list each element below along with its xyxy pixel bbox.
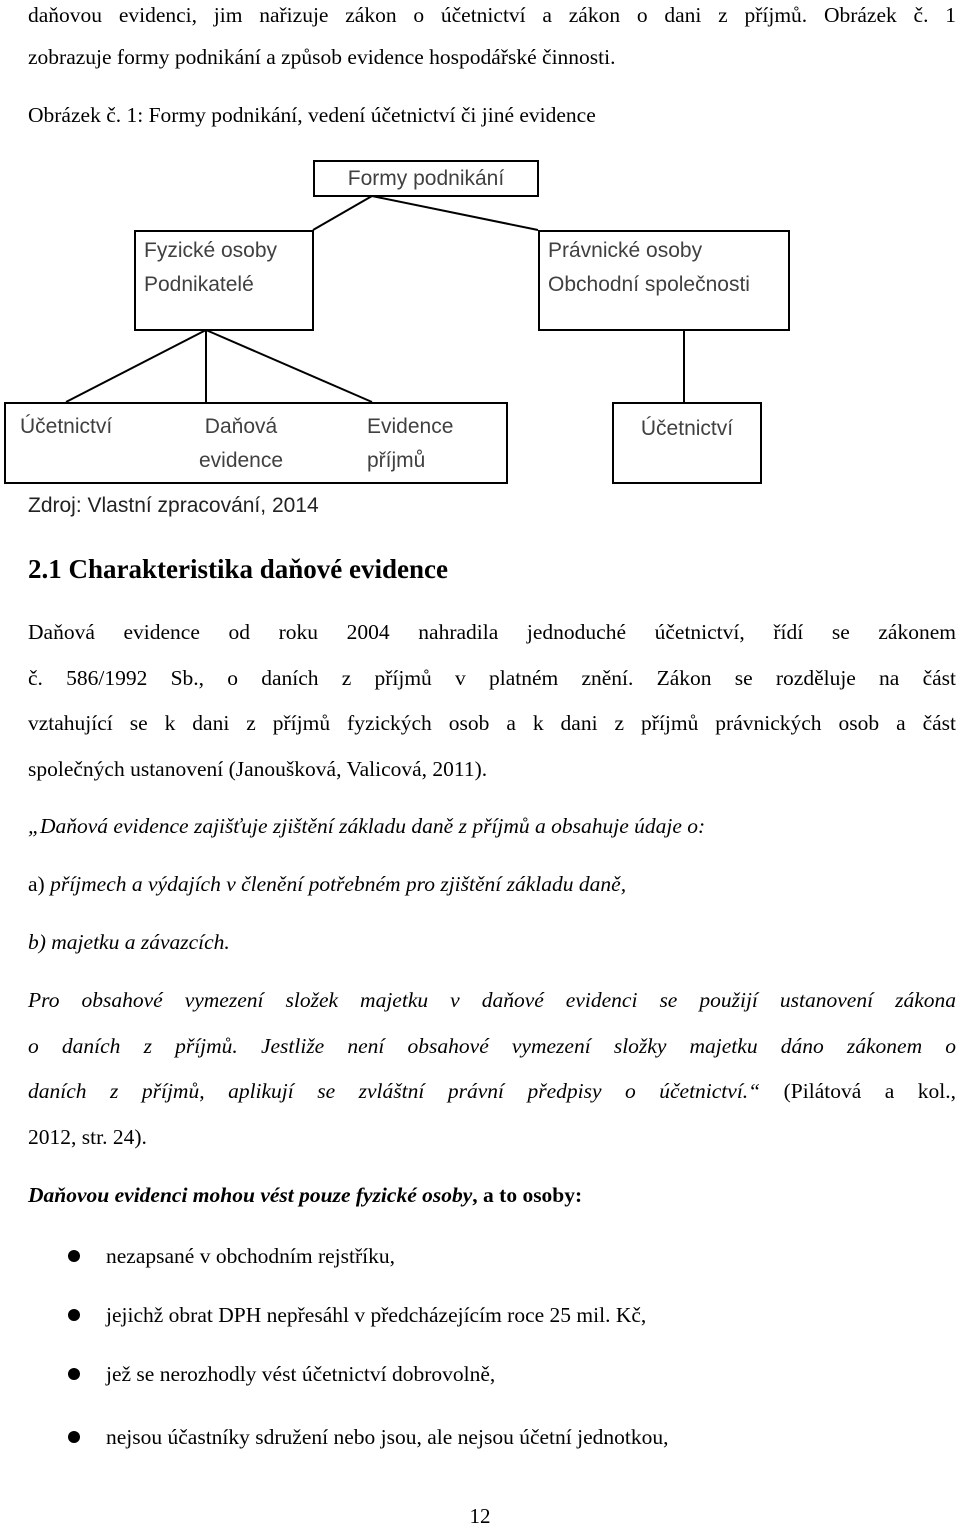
diagram-leaf-danova-line1: Daňová xyxy=(204,415,278,438)
bullet-dot-2 xyxy=(68,1309,80,1321)
paragraph-1-line-2: č. 586/1992 Sb., o daních z příjmů v platném znění. Zákon se rozděluje na část xyxy=(28,666,956,690)
diagram-pravnicke-osoby-line2: Obchodní společnosti xyxy=(548,273,750,296)
page-number: 12 xyxy=(469,1504,491,1528)
diagram-leaf-evidence-line1: Evidence xyxy=(367,415,454,438)
figure-source: Zdroj: Vlastní zpracování, 2014 xyxy=(28,494,319,517)
diagram-pravnicke-osoby-line1: Právnické osoby xyxy=(548,239,703,262)
bold-statement xyxy=(28,1180,956,1210)
paragraph-1-line-3: vztahující se k dani z příjmů fyzických osob a k dani z příjmů právnických osob a část xyxy=(28,711,956,735)
section-heading: 2.1 Charakteristika daňové evidence xyxy=(28,554,448,584)
quote-item-a-prefix: a) xyxy=(28,872,45,896)
quote-paragraph-line-2: o daních z příjmů. Jestliže není obsahové vymezení složky majetku dáno zákonem o xyxy=(28,1034,956,1058)
paragraph-1-line-1: Daňová evidence od roku 2004 nahradila jednoduché účetnictví, řídí se zákonem xyxy=(28,620,956,644)
bold-statement-rest: , a to osoby: xyxy=(472,1183,583,1207)
quote-paragraph-line-3 xyxy=(28,1076,956,1106)
diagram-leaf-ucetnictvi-left: Účetnictví xyxy=(20,415,113,438)
bullet-item-1: nezapsané v obchodním rejstříku, xyxy=(106,1244,395,1268)
quote-intro: „Daňová evidence zajišťuje zjištění základu daně z příjmů a obsahuje údaje o: xyxy=(28,814,706,838)
diagram-leaf-danova-evidence xyxy=(186,410,296,478)
quote-citation-end: 2012, str. 24). xyxy=(28,1125,147,1149)
quote-paragraph-line-1: Pro obsahové vymezení složek majetku v daňové evidenci se použijí ustanovení zákona xyxy=(28,988,956,1012)
intro-line-2: zobrazuje formy podnikání a způsob evidence hospodářské činnosti. xyxy=(28,45,616,69)
quote-item-b: b) majetku a závazcích. xyxy=(28,930,230,954)
connector-fo-ucetnictvi xyxy=(66,330,206,402)
bullet-item-4: nejsou účastníky sdružení nebo jsou, ale nejsou účetní jednotkou, xyxy=(106,1425,669,1449)
quote-citation: (Pilátová a kol., xyxy=(783,1079,957,1103)
diagram-fyzicke-osoby-line1: Fyzické osoby xyxy=(144,239,278,262)
bullet-item-3: jež se nerozhodly vést účetnictví dobrovolně, xyxy=(106,1362,496,1386)
diagram-fyzicke-osoby-line2: Podnikatelé xyxy=(144,273,254,296)
paragraph-1-line-4: společných ustanovení (Janoušková, Valicová, 2011). xyxy=(28,757,488,781)
intro-line-1: daňovou evidenci, jim nařizuje zákon o účetnictví a zákon o dani z příjmů. Obrázek č. 1 xyxy=(28,3,956,27)
diagram-root-box xyxy=(313,160,539,197)
diagram-root-label: Formy podnikání xyxy=(347,167,505,190)
figure-caption: Obrázek č. 1: Formy podnikání, vedení účetnictví či jiné evidence xyxy=(28,103,596,127)
quote-paragraph-line-3-italic: daních z příjmů, aplikují se zvláštní právní předpisy o účetnictví.“ xyxy=(28,1079,761,1103)
quote-item-a-text: příjmech a výdajích v členění potřebném pro zjištění základu daně, xyxy=(50,872,627,896)
connector-fo-evidence xyxy=(206,330,372,402)
diagram-leaf-ucetnictvi-right-box xyxy=(612,402,762,484)
connector-root-right xyxy=(372,196,538,230)
diagram-leaf-evidence-prijmu xyxy=(367,410,453,478)
quote-item-a xyxy=(28,869,956,899)
bullet-item-2: jejichž obrat DPH nepřesáhl v předcházejícím roce 25 mil. Kč, xyxy=(106,1303,647,1327)
diagram-leaf-danova-line2: evidence xyxy=(198,449,284,472)
bold-statement-italic: Daňovou evidenci mohou vést pouze fyzické osoby xyxy=(28,1183,473,1207)
diagram-leaf-ucetnictvi-right: Účetnictví xyxy=(640,417,734,440)
bullet-dot-1 xyxy=(68,1250,80,1262)
diagram-pravnicke-osoby-box xyxy=(538,230,790,331)
connector-root-left xyxy=(313,196,372,230)
diagram-fyzicke-osoby-box xyxy=(134,230,314,331)
bullet-dot-4 xyxy=(68,1431,80,1443)
diagram-leaf-evidence-line2: příjmů xyxy=(367,449,426,472)
bullet-dot-3 xyxy=(68,1368,80,1380)
